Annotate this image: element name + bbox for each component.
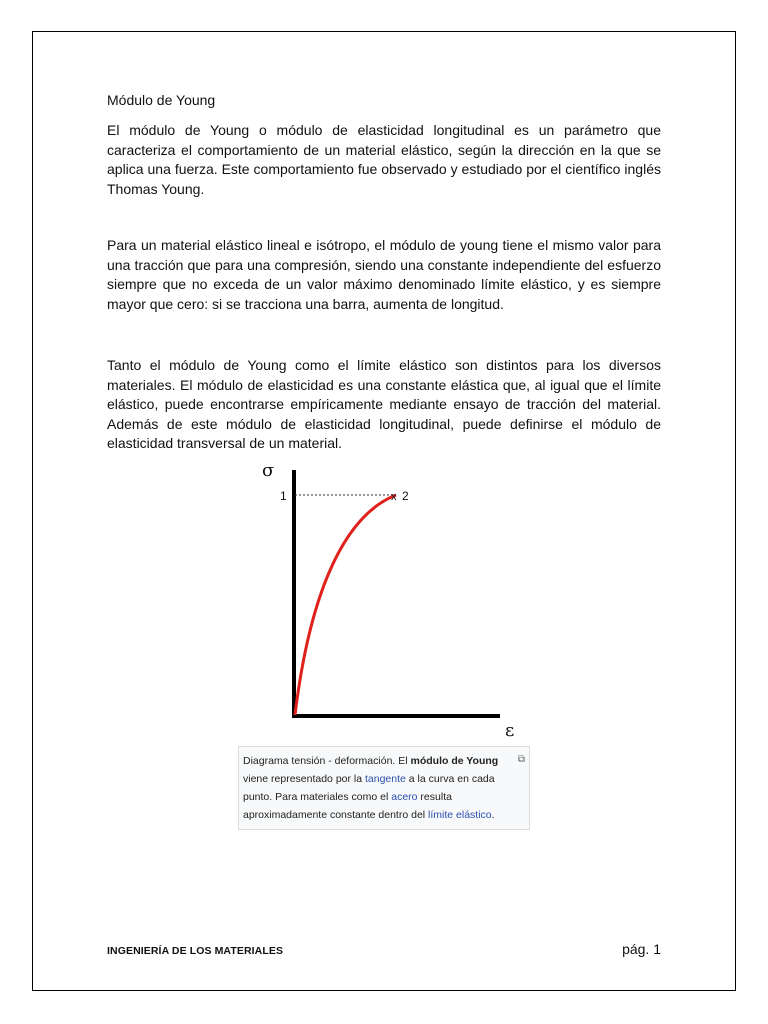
footer-title: INGENIERÍA DE LOS MATERIALES: [107, 945, 284, 957]
stress-strain-curve: [295, 495, 396, 715]
caption-text-5: .: [491, 809, 495, 821]
paragraph-1: El módulo de Young o módulo de elasticidad longitudinal es un parámetro que caracteriza el comportamiento de un material elástico, según la dirección en la que se aplica una fuerza. Este comportamiento fue observado y estudiado por el científico inglés Thomas Young.: [107, 122, 661, 197]
point-2-marker: x: [391, 491, 397, 503]
diagram-svg: [238, 458, 533, 748]
caption-text-2: viene representado por la: [243, 773, 365, 785]
paragraph-3: Tanto el módulo de Young como el límite elástico son distintos para los diversos materiales. El módulo de elasticidad es una constante elástica que, al igual que el límite elástico, puede encontrarse empíricamente mediante ensayo de tracción del material. Además de este módulo de elasticidad longitudinal, puede definirse el módulo de elasticidad transversal de un material.: [107, 357, 661, 451]
limite-elastico-link[interactable]: límite elástico: [428, 809, 492, 821]
page-number: pág. 1: [622, 941, 661, 957]
epsilon-axis-label: ε: [505, 720, 515, 741]
caption-text-1: Diagrama tensión - deformación. El: [243, 755, 411, 767]
caption-text-3: a la curva en cada punto. Para materiales como el: [243, 773, 495, 803]
sigma-axis-label: σ: [262, 460, 275, 481]
tangente-link[interactable]: tangente: [365, 773, 406, 785]
figure-caption: [238, 746, 530, 830]
document-title: Módulo de Young: [107, 92, 216, 108]
point-2-label: 2: [402, 489, 409, 503]
acero-link[interactable]: acero: [391, 791, 418, 803]
caption-text-4: resulta aproximadamente constante dentro del: [243, 791, 452, 821]
enlarge-icon[interactable]: ⧉: [517, 754, 525, 765]
caption-bold-term: módulo de Young: [410, 755, 499, 767]
paragraph-2: Para un material elástico lineal e isótropo, el módulo de young tiene el mismo valor para una tracción que para una compresión, siendo una constante independiente del esfuerzo siempre que no exceda de un valor máximo denominado límite elástico, y es siempre mayor que cero: si se tracciona una barra, aumenta de longitud.: [107, 237, 661, 312]
point-1-label: 1: [280, 489, 287, 503]
